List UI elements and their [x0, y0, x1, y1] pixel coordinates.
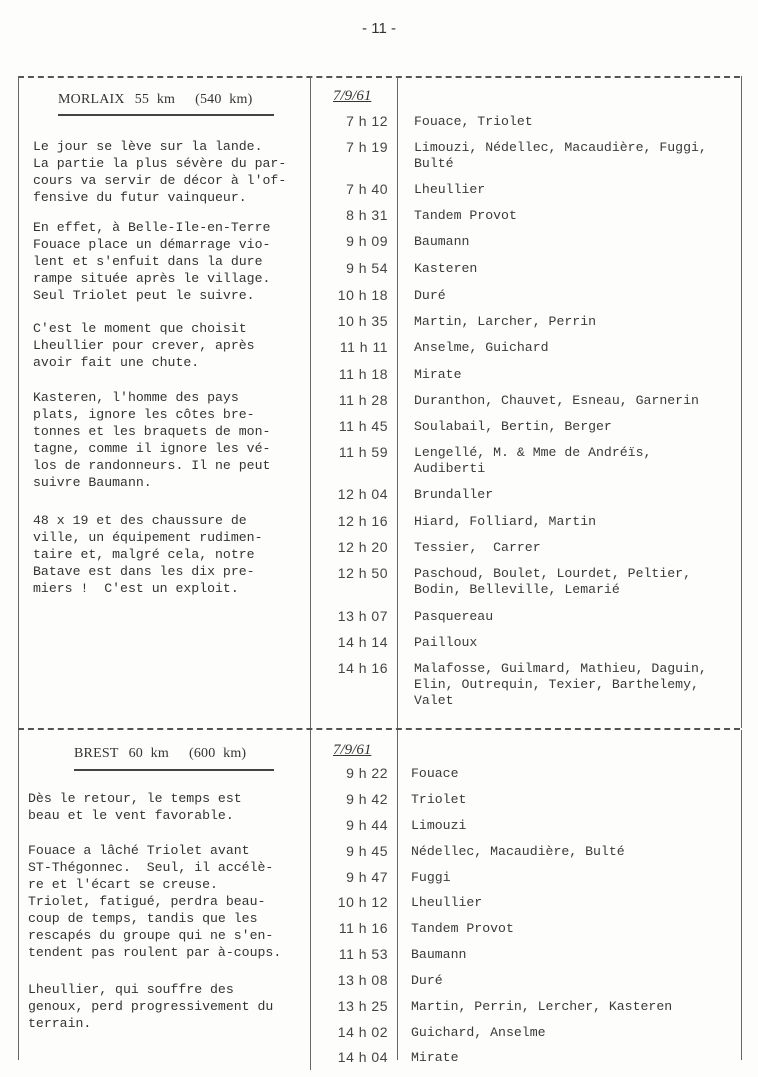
passage-time: 12 h 16 — [337, 513, 388, 529]
passage-time: 10 h 35 — [337, 313, 388, 329]
passage-riders: Duré — [414, 288, 446, 303]
narrative-paragraph: Lheullier, qui souffre des genoux, perd progressivement du terrain. — [28, 982, 274, 1031]
passage-time: 9 h 44 — [346, 817, 388, 833]
heading-underline — [74, 769, 274, 771]
passage-time: 9 h 09 — [346, 233, 388, 249]
passage-time: 11 h 18 — [338, 366, 388, 382]
narrative-paragraph: Le jour se lève sur la lande. La partie la plus sévère du par- cours va servir de décor à l'of- fensive du futur vainqueur. — [33, 139, 287, 205]
passage-riders: Baumann — [411, 947, 467, 962]
passage-time: 11 h 53 — [338, 946, 388, 962]
stage-place: MORLAIX — [58, 92, 125, 107]
passage-riders: Brundaller — [414, 487, 494, 502]
stage-total-distance: (540 km) — [195, 92, 253, 107]
passage-time: 11 h 16 — [338, 920, 388, 936]
passage-time: 13 h 25 — [337, 998, 388, 1014]
passage-riders: Fuggi — [411, 870, 451, 885]
passage-riders: Duré — [411, 973, 443, 988]
passage-riders: Malafosse, Guilmard, Mathieu, Daguin, Elin, Outrequin, Texier, Barthelemy, Valet — [414, 661, 707, 708]
stage-place: BREST — [74, 746, 119, 761]
narrative-paragraph: En effet, à Belle-Ile-en-Terre Fouace place un démarrage vio- lent et s'enfuit dans la dure rampe située après le village. Seul Triolet peut le suivre. — [33, 220, 271, 303]
column-divider — [310, 76, 311, 728]
passage-riders: Mirate — [411, 1050, 459, 1065]
passage-time: 7 h 19 — [346, 139, 388, 155]
passage-riders: Guichard, Anselme — [411, 1025, 546, 1040]
passage-riders: Kasteren — [414, 261, 478, 276]
passage-time: 14 h 14 — [337, 634, 388, 650]
passage-time: 10 h 18 — [337, 287, 388, 303]
passage-time: 9 h 22 — [346, 765, 388, 781]
passage-time: 13 h 07 — [337, 608, 388, 624]
passage-riders: Lheullier — [414, 182, 486, 197]
passage-time: 12 h 04 — [337, 486, 388, 502]
passage-time: 8 h 31 — [346, 207, 388, 223]
passage-time: 7 h 12 — [346, 113, 388, 129]
column-divider — [310, 730, 311, 1070]
passage-time: 10 h 12 — [337, 894, 388, 910]
passage-riders: Tandem Provot — [414, 208, 517, 223]
passage-riders: Martin, Perrin, Lercher, Kasteren — [411, 999, 673, 1014]
passage-riders: Martin, Larcher, Perrin — [414, 314, 597, 329]
passage-riders: Baumann — [414, 234, 470, 249]
passage-time: 11 h 45 — [338, 418, 388, 434]
heading-underline — [58, 114, 274, 116]
passage-time: 9 h 45 — [346, 843, 388, 859]
passage-riders: Pasquereau — [414, 609, 494, 624]
passage-time: 12 h 50 — [337, 565, 388, 581]
passage-time: 13 h 08 — [337, 972, 388, 988]
stage-distance: 55 km — [134, 92, 176, 107]
stage-total-distance: (600 km) — [188, 746, 247, 761]
narrative-paragraph: 48 x 19 et des chaussure de ville, un équipement rudimen- taire et, malgré cela, notre Batave est dans les dix pre- miers ! C'est un exploit. — [33, 513, 263, 596]
passage-time: 14 h 04 — [337, 1049, 388, 1065]
passage-riders: Lengellé, M. & Mme de Andréïs, Audiberti — [414, 445, 652, 476]
stage-date: 7/9/61 — [333, 88, 372, 104]
page-number: - 11 - — [362, 20, 396, 37]
passage-riders: Triolet — [411, 792, 467, 807]
narrative-paragraph: Fouace a lâché Triolet avant ST-Thégonnec. Seul, il accélè- re et l'écart se creuse. Triolet, fatigué, perdra beau- coup de temps, tandis que les rescapés du groupe qui ne s'en- tendent pas roulent par à-coups. — [28, 843, 282, 960]
column-divider — [397, 730, 398, 1060]
narrative-paragraph: Dès le retour, le temps est beau et le vent favorable. — [28, 791, 242, 823]
passage-time: 9 h 47 — [346, 869, 388, 885]
passage-time: 9 h 42 — [346, 791, 388, 807]
passage-riders: Mirate — [414, 367, 462, 382]
passage-riders: Limouzi — [411, 818, 467, 833]
passage-riders: Anselme, Guichard — [414, 340, 549, 355]
stage-date: 7/9/61 — [333, 742, 372, 758]
passage-riders: Lheullier — [411, 895, 483, 910]
passage-time: 12 h 20 — [337, 539, 388, 555]
passage-time: 14 h 16 — [337, 660, 388, 676]
passage-riders: Tandem Provot — [411, 921, 514, 936]
passage-riders: Tessier, Carrer — [414, 540, 541, 555]
passage-riders: Hiard, Folliard, Martin — [414, 514, 597, 529]
passage-riders: Fouace — [411, 766, 459, 781]
column-divider — [397, 76, 398, 728]
stage-heading — [74, 746, 246, 762]
stage-heading — [58, 92, 252, 108]
passage-riders: Limouzi, Nédellec, Macaudière, Fuggi, Bulté — [414, 140, 707, 171]
passage-riders: Fouace, Triolet — [414, 114, 533, 129]
narrative-paragraph: Kasteren, l'homme des pays plats, ignore les côtes bre- tonnes et les braquets de mon- tagne, comme il ignore les vé- los de randonneurs. Il ne peut suivre Baumann. — [33, 390, 271, 490]
passage-time: 14 h 02 — [337, 1024, 388, 1040]
passage-riders: Soulabail, Bertin, Berger — [414, 419, 612, 434]
passage-time: 11 h 28 — [338, 392, 388, 408]
passage-time: 11 h 11 — [339, 339, 388, 355]
passage-time: 11 h 59 — [338, 444, 388, 460]
narrative-paragraph: C'est le moment que choisit Lheullier pour crever, après avoir fait une chute. — [33, 321, 255, 370]
passage-time: 7 h 40 — [346, 181, 388, 197]
passage-riders: Nédellec, Macaudière, Bulté — [411, 844, 625, 859]
passage-time: 9 h 54 — [346, 260, 388, 276]
stage-distance: 60 km — [128, 746, 169, 761]
passage-riders: Paschoud, Boulet, Lourdet, Peltier, Bodin, Belleville, Lemarié — [414, 566, 691, 597]
passage-riders: Pailloux — [414, 635, 478, 650]
passage-riders: Duranthon, Chauvet, Esneau, Garnerin — [414, 393, 699, 408]
